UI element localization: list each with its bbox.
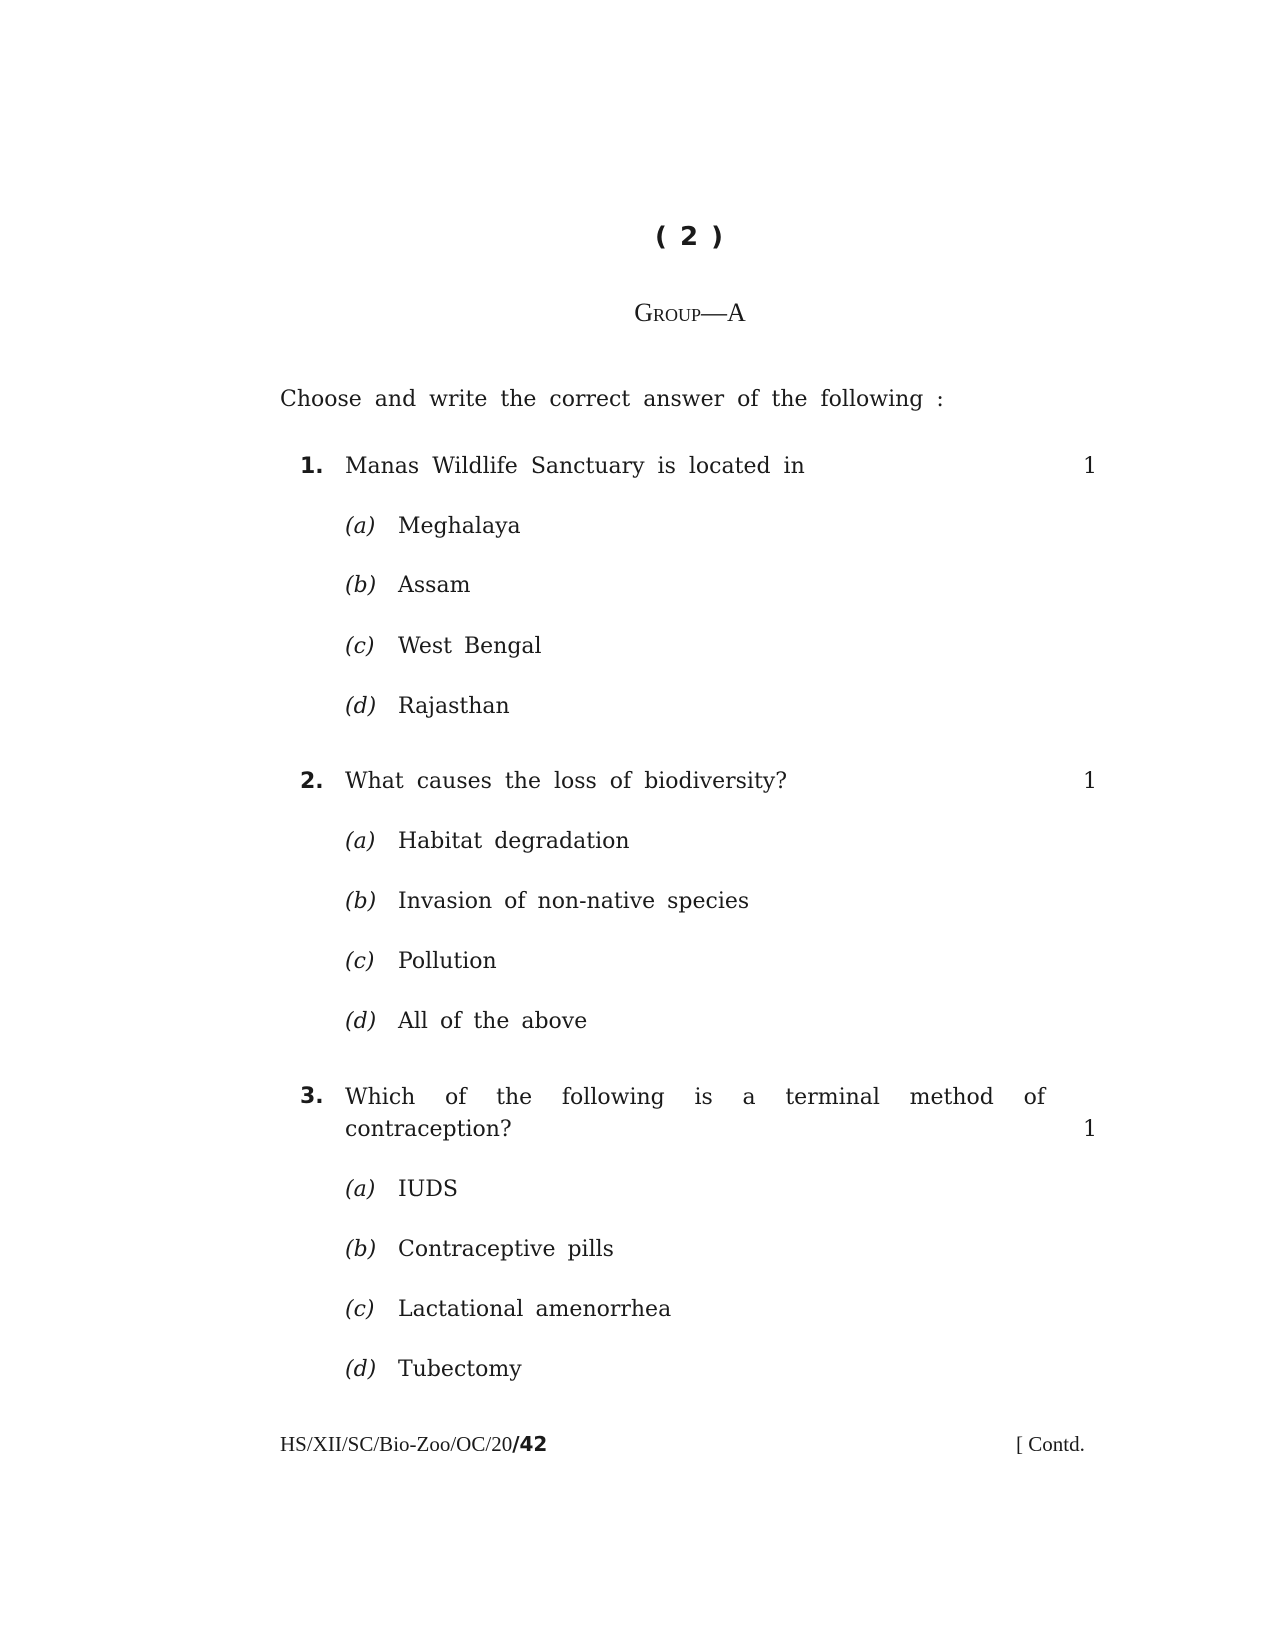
option-label: (b) — [345, 889, 377, 914]
question-text-line-1: Which of the following is a terminal method of — [345, 1085, 1045, 1110]
question-1-option-d — [0, 691, 1275, 723]
paper-code — [280, 1432, 547, 1457]
question-1-option-c — [0, 631, 1275, 663]
option-label: (d) — [345, 1009, 377, 1034]
question-text: Manas Wildlife Sanctuary is located in — [345, 454, 805, 479]
question-number: 1. — [300, 454, 324, 479]
question-marks: 1 — [1083, 1117, 1097, 1142]
question-text-line-2: contraception? — [345, 1117, 512, 1142]
option-label: (d) — [345, 694, 377, 719]
option-text: IUDS — [398, 1177, 458, 1202]
continued-marker: [ Contd. — [1016, 1432, 1085, 1456]
option-text: Meghalaya — [398, 514, 521, 539]
option-text: All of the above — [398, 1009, 588, 1034]
option-text: Assam — [398, 573, 471, 598]
option-label: (a) — [345, 514, 376, 539]
question-marks: 1 — [1083, 454, 1097, 479]
question-marks: 1 — [1083, 769, 1097, 794]
question-3-option-a — [0, 1174, 1275, 1206]
paper-code-bold: /42 — [512, 1432, 548, 1456]
question-2-option-c — [0, 946, 1275, 978]
group-heading-suffix: —A — [701, 298, 746, 327]
option-text: West Bengal — [398, 634, 542, 659]
question-1-option-b — [0, 570, 1275, 602]
option-label: (a) — [345, 1177, 376, 1202]
option-label: (a) — [345, 829, 376, 854]
option-text: Pollution — [398, 949, 497, 974]
question-1-option-a — [0, 511, 1275, 543]
paper-code-regular: HS/XII/SC/Bio-Zoo/OC/20 — [280, 1432, 513, 1456]
question-number: 3. — [300, 1084, 324, 1109]
option-text: Contraceptive pills — [398, 1237, 614, 1262]
option-label: (b) — [345, 1237, 377, 1262]
question-3-option-b — [0, 1234, 1275, 1266]
question-text: What causes the loss of biodiversity? — [345, 769, 788, 794]
question-number: 2. — [300, 769, 324, 794]
question-2-option-d — [0, 1006, 1275, 1038]
group-heading — [0, 298, 1275, 328]
option-text: Lactational amenorrhea — [398, 1297, 672, 1322]
question-3-option-c — [0, 1294, 1275, 1326]
option-label: (c) — [345, 634, 375, 659]
option-text: Habitat degradation — [398, 829, 630, 854]
instruction-text: Choose and write the correct answer of the following : — [280, 387, 944, 412]
option-label: (c) — [345, 949, 375, 974]
page-number: ( 2 ) — [655, 222, 725, 252]
option-label: (d) — [345, 1357, 377, 1382]
option-text: Tubectomy — [398, 1357, 522, 1382]
question-3-option-d — [0, 1354, 1275, 1386]
option-text: Rajasthan — [398, 694, 510, 719]
option-text: Invasion of non-native species — [398, 889, 750, 914]
group-heading-smallcaps: roup — [652, 298, 701, 327]
option-label: (c) — [345, 1297, 375, 1322]
question-2-option-b — [0, 886, 1275, 918]
group-heading-initial: G — [634, 298, 653, 327]
option-label: (b) — [345, 573, 377, 598]
question-2-option-a — [0, 826, 1275, 858]
